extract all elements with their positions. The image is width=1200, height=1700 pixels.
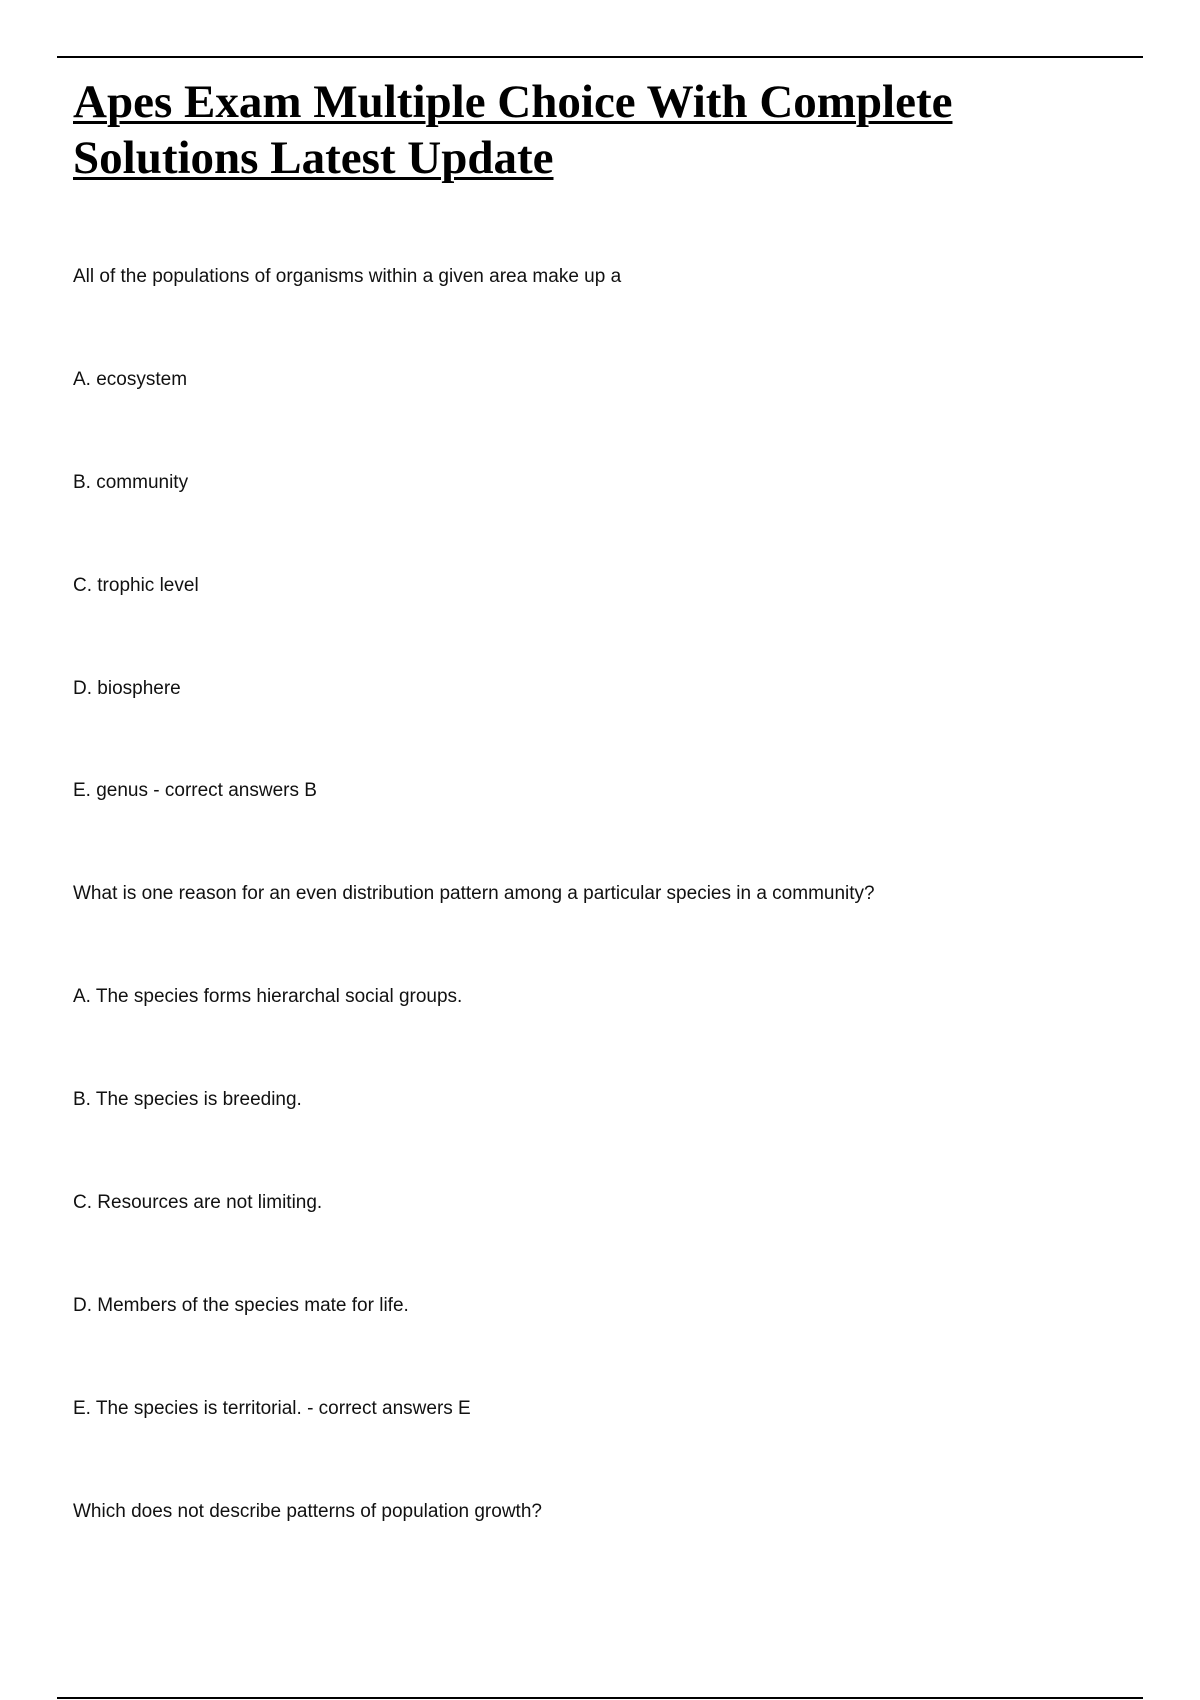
question-2-option-a: A. The species forms hierarchal social groups.	[73, 986, 463, 1007]
question-3-text: Which does not describe patterns of population growth?	[73, 1501, 542, 1522]
question-2-option-e-answer: E. The species is territorial. - correct answers E	[73, 1398, 471, 1419]
document-title	[73, 74, 1073, 186]
question-2-text: What is one reason for an even distribution pattern among a particular species in a community?	[73, 883, 875, 904]
bottom-rule	[57, 1697, 1143, 1699]
title-line-1: Apes Exam Multiple Choice With Complete	[73, 76, 953, 128]
question-2-option-b: B. The species is breeding.	[73, 1089, 302, 1110]
question-1-option-b: B. community	[73, 472, 189, 493]
question-1-option-a: A. ecosystem	[73, 369, 188, 390]
title-line-2: Solutions Latest Update	[73, 132, 554, 184]
question-1-option-d: D. biosphere	[73, 678, 181, 699]
top-rule	[57, 56, 1143, 58]
question-2-option-d: D. Members of the species mate for life.	[73, 1295, 409, 1316]
question-1-option-e-answer: E. genus - correct answers B	[73, 780, 317, 801]
question-1-text: All of the populations of organisms within a given area make up a	[73, 266, 622, 287]
question-2-option-c: C. Resources are not limiting.	[73, 1192, 323, 1213]
question-1-option-c: C. trophic level	[73, 575, 199, 596]
